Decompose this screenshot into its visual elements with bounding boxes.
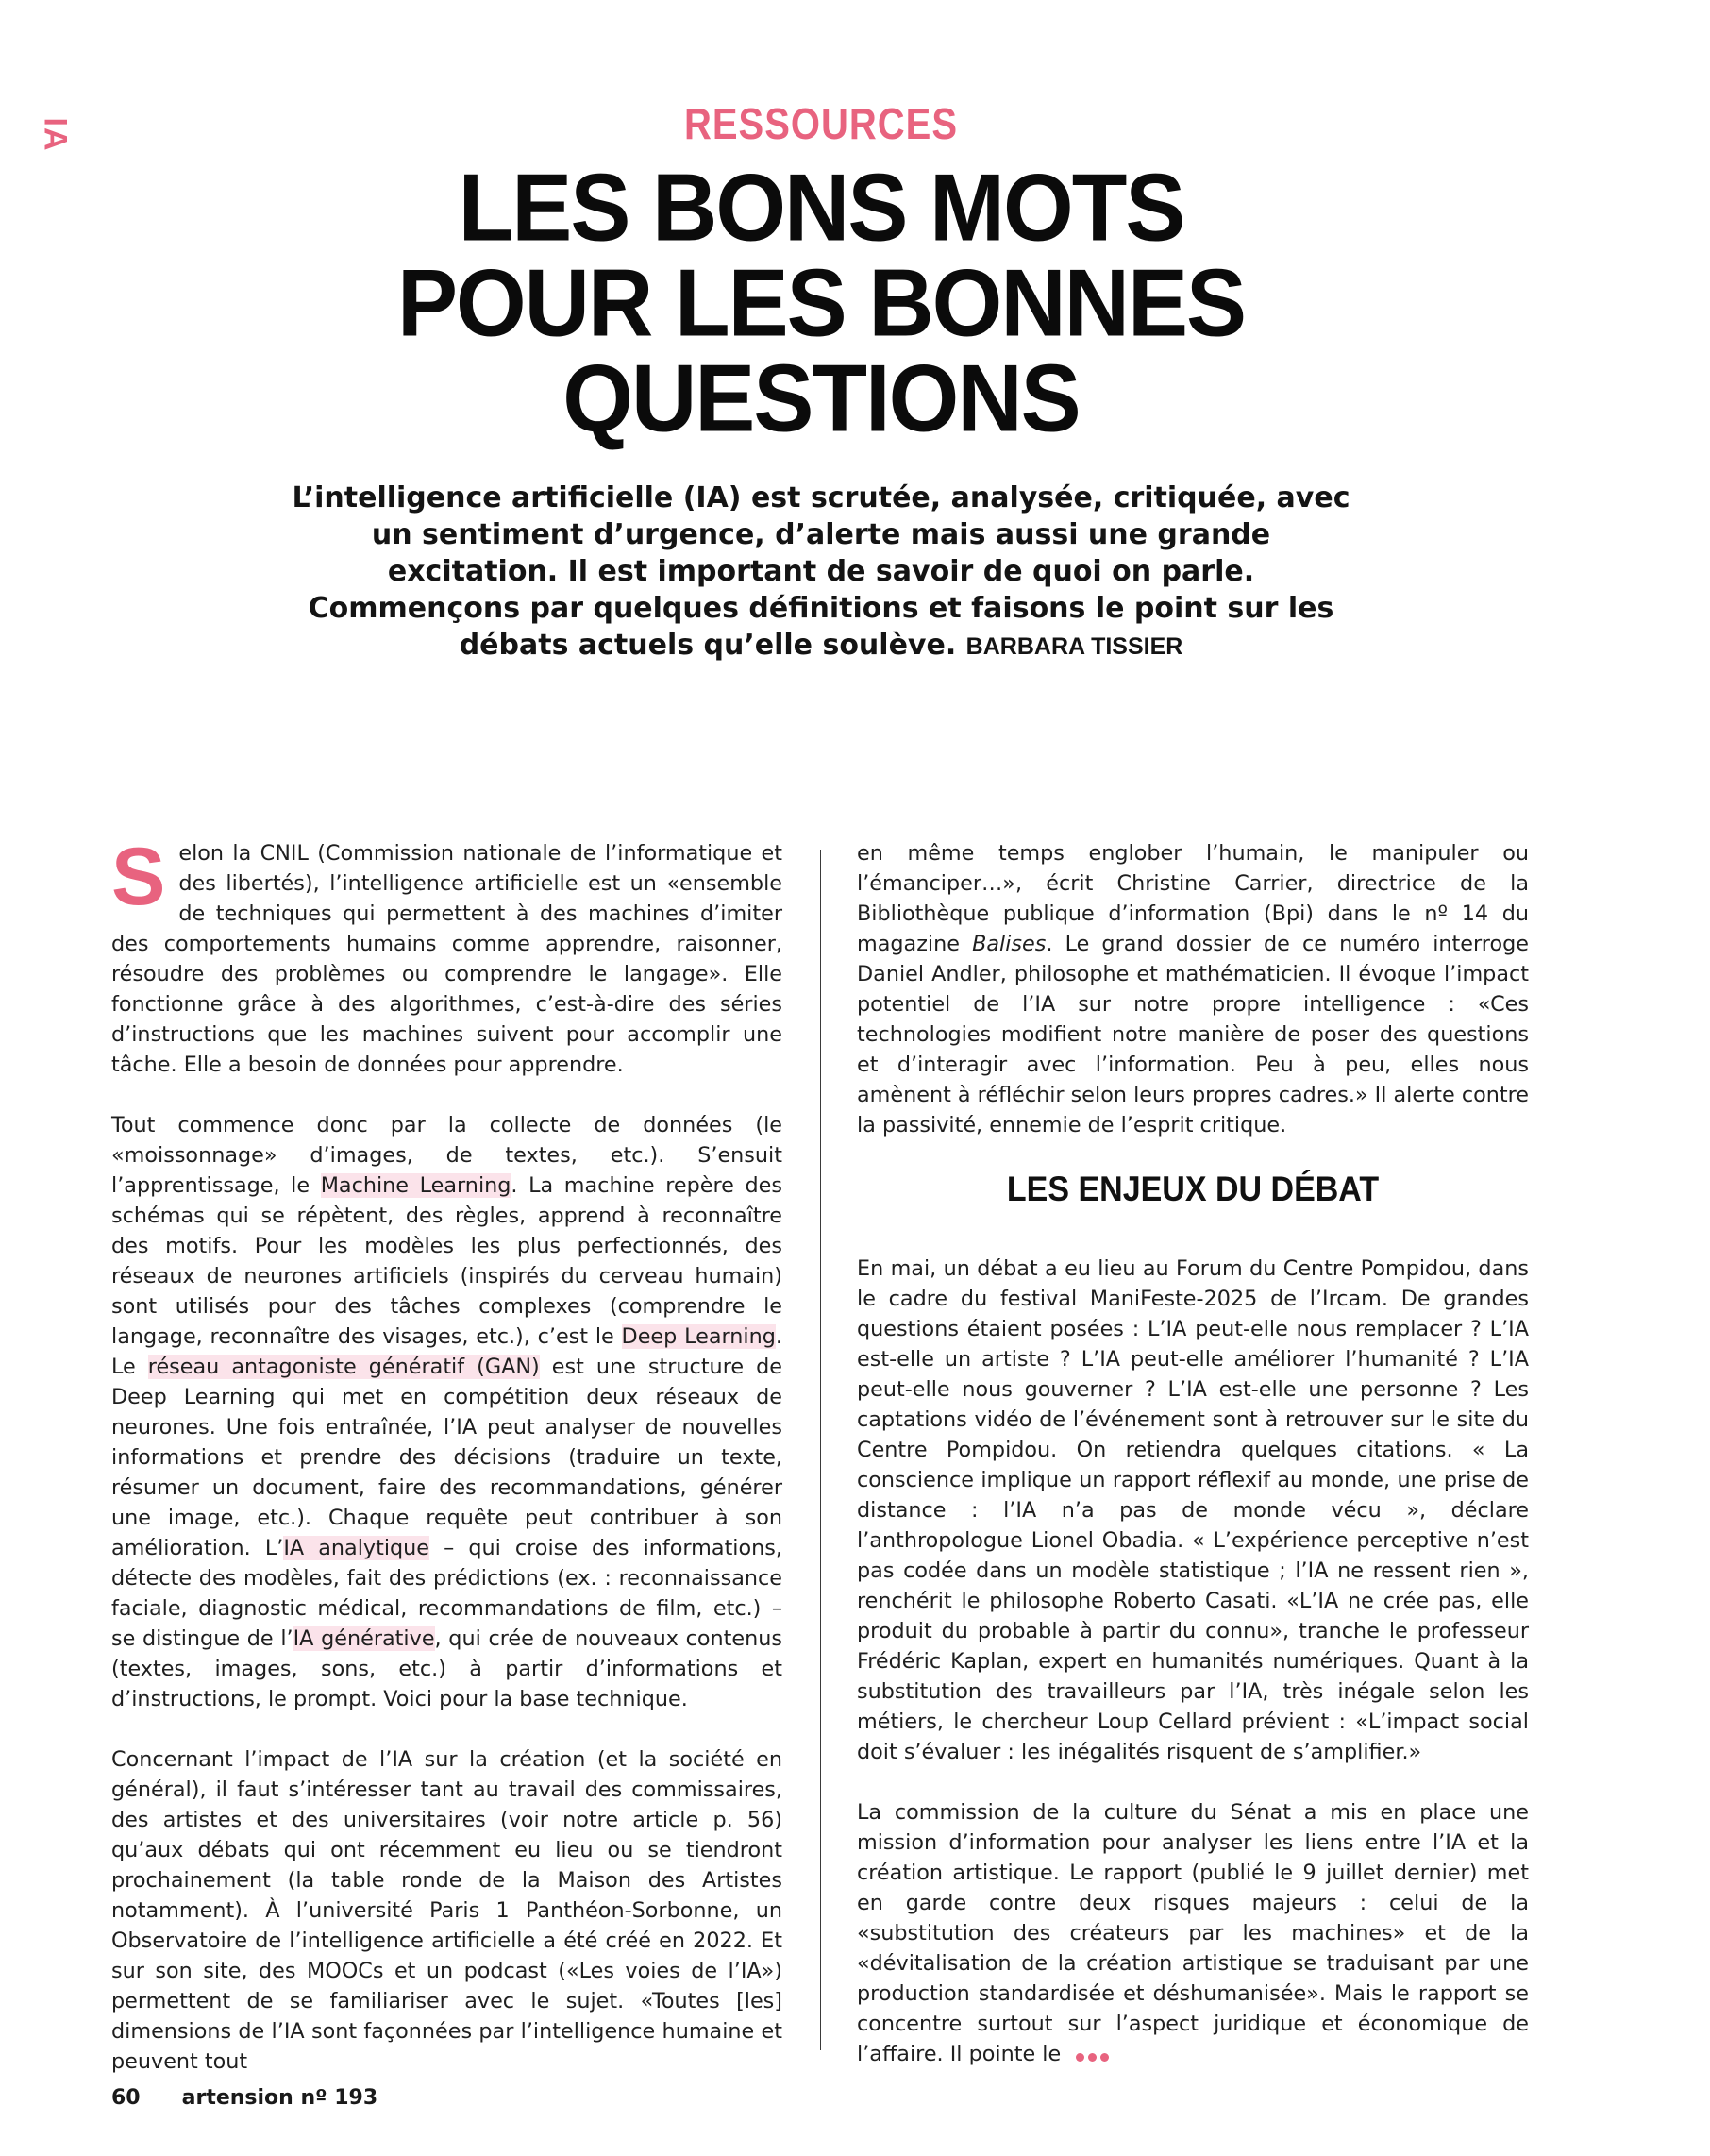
paragraph: Concernant l’impact de l’IA sur la création (et la société en général), il faut s’intéresser tant au travail des commissaires, des artistes et des universitaires (voir notre article p. 56) qu’aux débats qui ont récemment eu lieu ou se tiendront prochainement (la table ronde de la Maison des Artistes notamment). À l’université Paris 1 Panthéon-Sorbonne, un Observatoire de l’intelligence artificielle a été créé en 2022. Et sur son site, des MOOCs et un podcast («Les voies de l’IA») permettent de se familiariser avec le sujet. «Toutes [les] dimensions de l’IA sont façonnées par l’intelligence humaine et peuvent tout — [111, 1747, 782, 2074]
magazine-title: Balises — [972, 932, 1047, 956]
paragraph: La commission de la culture du Sénat a mis en place une mission d’information pour analyser les liens entre l’IA et la création artistique. Le rapport (publié le 9 juillet dernier) met en garde contre deux risques majeurs : celui de la «substitution des créateurs par les machines» et de la «dévitalisation de la création artistique se traduisant par une production standardisée et déshumanisée». Mais le rapport se concentre surtout sur l’aspect juridique et économique de l’affaire. Il pointe le — [857, 1797, 1529, 2070]
paragraph: Tout commence donc par la collecte de données (le «moissonnage» d’images, de textes, etc.). S’ensuit l’apprentissage, le Machine Learning. La machine repère des schémas qui se répètent, des règles, apprend à reconnaître des motifs. Pour les modèles les plus perfectionnés, des réseaux de neurones artificiels (inspirés du cerveau humain) sont utilisés pour des tâches complexes (comprendre le langage, reconnaître des visages, etc.), c’est le Deep Learning. Le réseau antagoniste génératif (GAN) est une structure de Deep Learning qui met en compétition deux réseaux de neurones. Une fois entraînée, l’IA peut analyser de nouvelles informations et prendre des décisions (traduire un texte, résumer un document, faire des recommandations, générer une image, etc.). Chaque requête peut contribuer à son amélioration. L’IA analytique – qui croise des informations, détecte des modèles, fait des prédictions (ex. : reconnaissance faciale, diagnostic médical, recommandations de film, etc.) – se distingue de l’IA générative, qui crée de nouveaux contenus (textes, images, sons, etc.) à partir d’informations et d’instructions, le prompt. Voici pour la base technique. — [111, 1113, 782, 1711]
folio — [111, 2086, 377, 2110]
continued-icon — [1074, 2040, 1111, 2070]
column-left — [111, 832, 782, 2077]
paragraph: en même temps englober l’humain, le manipuler ou l’émanciper…», écrit Christine Carrier, directrice de la Bibliothèque publique d’information (Bpi) dans le nº 14 du magazine Balises. Le grand dossier de ce numéro interroge Daniel Andler, philosophe et mathématicien. Il évoque l’impact potentiel de l’IA sur notre propre intelligence : «Ces technologies modifient notre manière de poser des questions et d’interagir avec l’information. Peu à peu, elles nous amènent à réfléchir selon leurs propres cadres.» Il alerte contre la passivité, ennemie de l’esprit critique. — [857, 841, 1529, 1137]
highlighted-term: Machine Learning — [320, 1173, 511, 1198]
lede-text: L’intelligence artificielle (IA) est scrutée, analysée, critiquée, avec un sentiment d’urgence, d’alerte mais aussi une grande excitation. Il est important de savoir de quoi on parle. Commençons par quelques définitions et faisons le point sur les débats actuels qu’elle soulève. — [292, 481, 1350, 662]
section-tag: IA — [37, 117, 74, 151]
highlighted-term: réseau antagoniste génératif (GAN) — [147, 1355, 540, 1379]
column-right — [857, 838, 1529, 2070]
headline-line: LES BONS MOTS — [458, 155, 1184, 261]
author-byline: BARBARA TISSIER — [965, 633, 1183, 660]
headline — [0, 155, 1642, 452]
highlighted-term: IA générative — [293, 1626, 435, 1651]
column-divider — [820, 850, 821, 2050]
subheading: LES ENJEUX DU DÉBAT — [1006, 1170, 1380, 1209]
paragraph: Selon la CNIL (Commission nationale de l’informatique et des libertés), l’intelligence artificielle est un «ensemble de techniques qui permettent à des machines d’imiter des comportements humains comme apprendre, raisonner, résoudre des problèmes ou comprendre le langage». Elle fonctionne grâce à des algorithmes, c’est-à-dire des séries d’instructions que les machines suivent pour accomplir une tâche. Elle a besoin de données pour apprendre. — [111, 832, 782, 1077]
headline-line: QUESTIONS — [562, 345, 1080, 452]
lede — [283, 480, 1359, 665]
magazine-issue: artension nº 193 — [181, 2086, 378, 2110]
highlighted-term: IA analytique — [283, 1536, 430, 1560]
drop-cap: S — [111, 832, 166, 922]
headline-line: POUR LES BONNES — [396, 250, 1246, 357]
paragraph: En mai, un débat a eu lieu au Forum du Centre Pompidou, dans le cadre du festival ManiFeste-2025 de l’Ircam. De grandes questions étaient posées : L’IA peut-elle nous remplacer ? L’IA est-elle un artiste ? L’IA peut-elle améliorer l’humanité ? L’IA peut-elle nous gouverner ? L’IA est-elle une personne ? Les captations vidéo de l’événement sont à retrouver sur le site du Centre Pompidou. On retiendra quelques citations. « La conscience implique un rapport réflexif au monde, une prise de distance : l’IA n’a pas de monde vécu », déclare l’anthropologue Lionel Obadia. « L’expérience perceptive n’est pas codée dans un modèle statistique ; l’IA ne ressent rien », renchérit le philosophe Roberto Casati. «L’IA ne crée pas, elle produit du probable à partir du connu», tranche le professeur Frédéric Kaplan, expert en humanités numériques. Quant à la substitution des travailleurs par l’IA, très inégale selon les métiers, le chercheur Loup Cellard prévient : «L’impact social doit s’évaluer : les inégalités risquent de s’amplifier.» — [857, 1256, 1529, 1764]
page-number: 60 — [111, 2086, 141, 2110]
kicker: RESSOURCES — [683, 100, 959, 149]
highlighted-term: Deep Learning — [621, 1324, 776, 1349]
